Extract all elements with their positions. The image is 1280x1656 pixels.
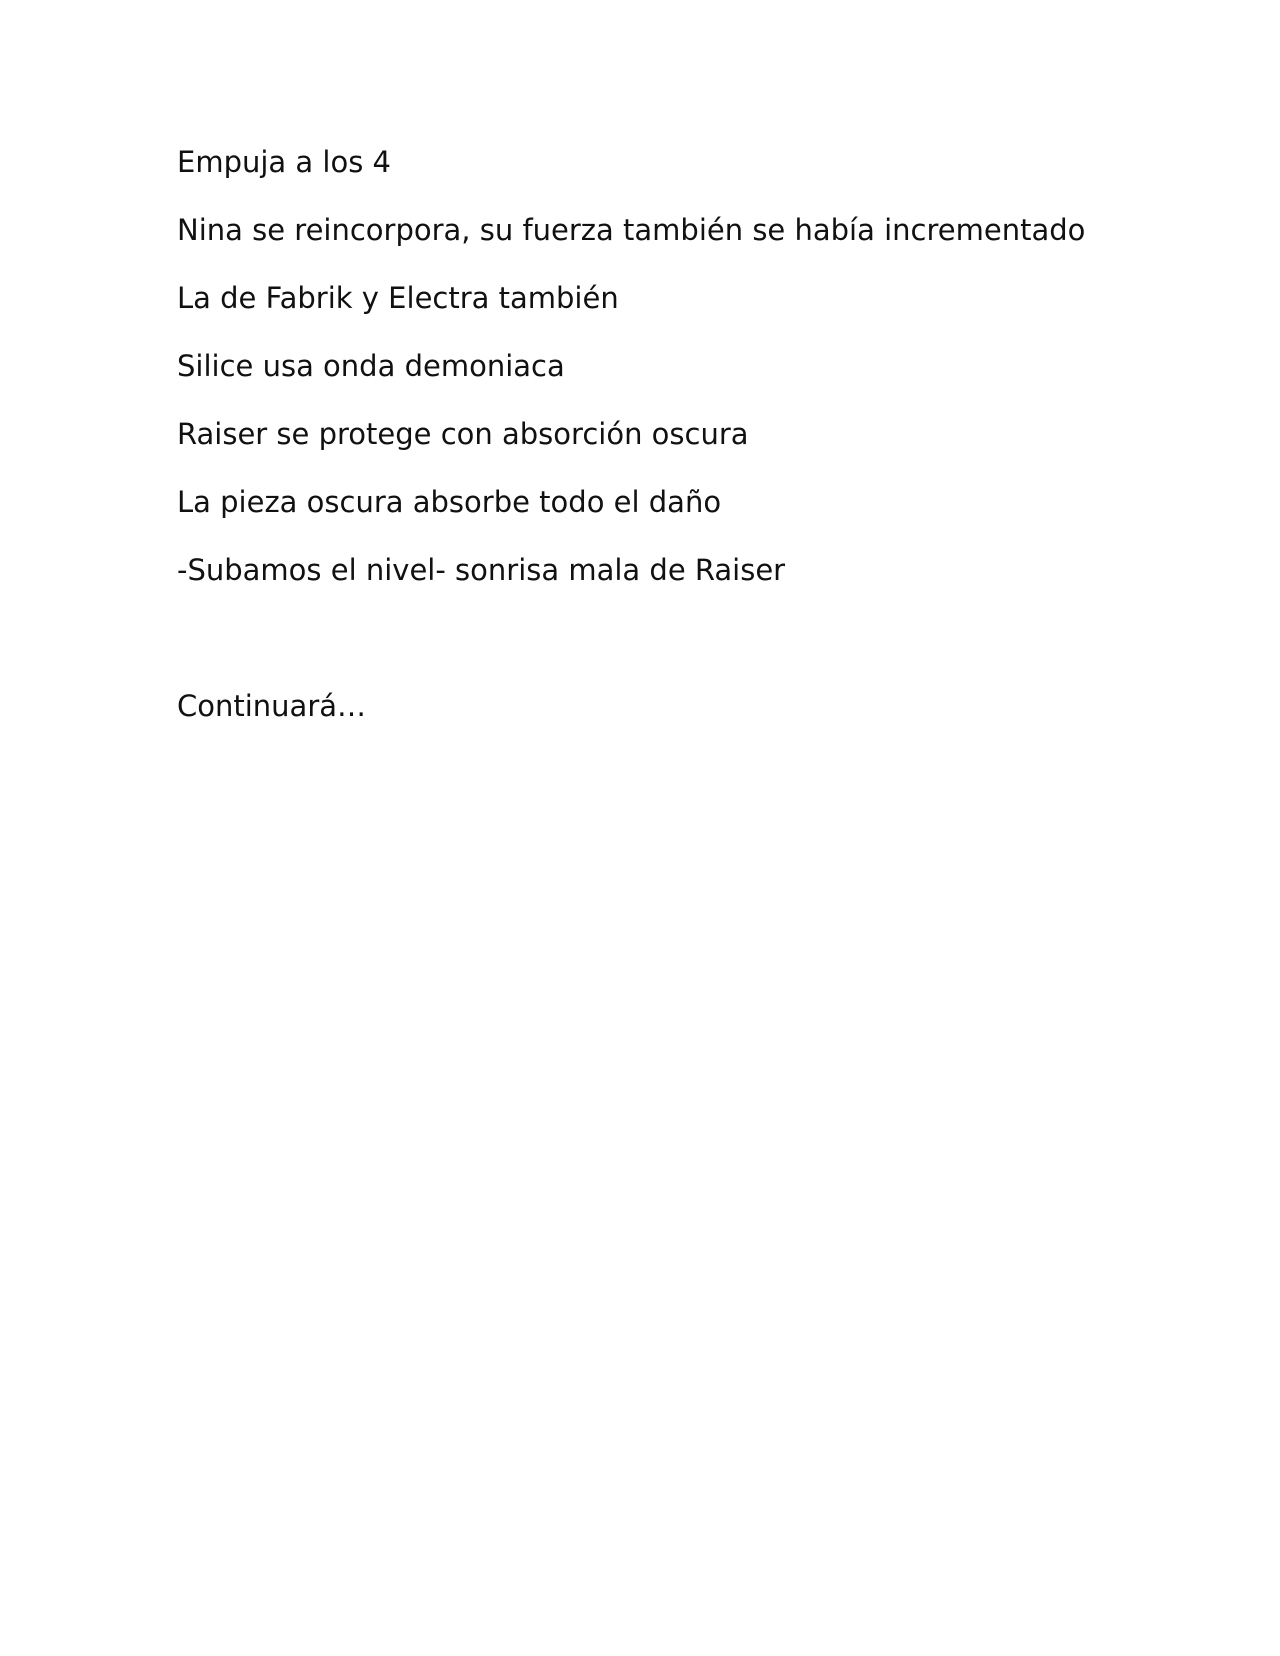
closing-line: Continuará… (177, 689, 367, 723)
paragraph: Nina se reincorpora, su fuerza también se había incrementado (177, 213, 1086, 247)
paragraph: -Subamos el nivel- sonrisa mala de Raiser (177, 553, 786, 587)
paragraph: Raiser se protege con absorción oscura (177, 417, 749, 451)
paragraph: La pieza oscura absorbe todo el daño (177, 485, 722, 519)
paragraph: Silice usa onda demoniaca (177, 349, 565, 383)
document-body (177, 145, 1127, 757)
paragraph: Empuja a los 4 (177, 145, 391, 179)
blank-line (177, 621, 1127, 689)
paragraph: La de Fabrik y Electra también (177, 281, 619, 315)
